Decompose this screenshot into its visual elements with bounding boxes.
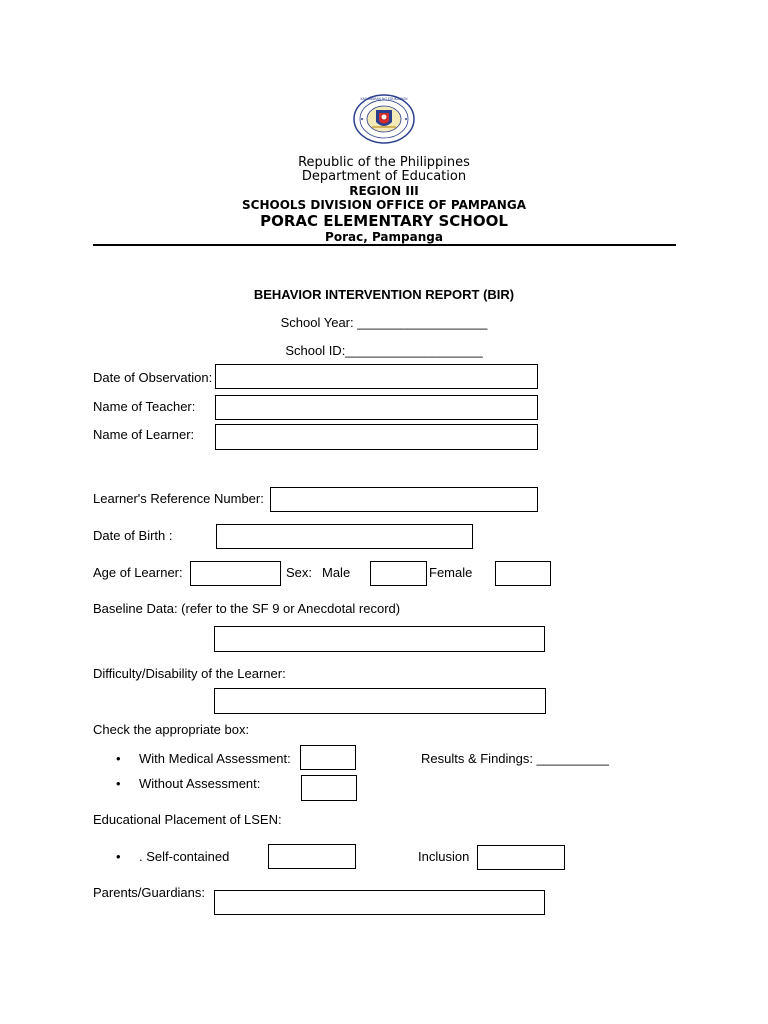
with-medical-label: With Medical Assessment: bbox=[139, 751, 291, 766]
name-of-teacher-input[interactable] bbox=[215, 395, 538, 420]
department-text: Department of Education bbox=[301, 169, 467, 184]
deped-seal-logo bbox=[352, 93, 416, 145]
svg-text:KAGAWARAN NG EDUKASYON: KAGAWARAN NG EDUKASYON bbox=[360, 97, 408, 101]
lrn-input[interactable] bbox=[270, 487, 538, 512]
results-findings-field: Results & Findings: __________ bbox=[421, 751, 609, 766]
school-id-field: School ID:___________________ bbox=[285, 343, 483, 358]
bullet-icon: • bbox=[116, 751, 121, 766]
town-text: Porac, Pampanga bbox=[325, 230, 443, 244]
date-of-birth-input[interactable] bbox=[216, 524, 473, 549]
inclusion-checkbox[interactable] bbox=[477, 845, 565, 870]
baseline-label: Baseline Data: (refer to the SF 9 or Anecdotal record) bbox=[93, 601, 401, 616]
difficulty-input[interactable] bbox=[214, 688, 546, 714]
difficulty-label: Difficulty/Disability of the Learner: bbox=[93, 666, 286, 681]
inclusion-label: Inclusion bbox=[418, 849, 470, 864]
male-checkbox[interactable] bbox=[370, 561, 427, 586]
female-checkbox[interactable] bbox=[495, 561, 551, 586]
form-title: BEHAVIOR INTERVENTION REPORT (BIR) bbox=[253, 287, 515, 302]
republic-text: Republic of the Philippines bbox=[298, 155, 470, 170]
header-divider bbox=[93, 244, 676, 246]
bullet-icon: • bbox=[116, 776, 121, 791]
self-contained-checkbox[interactable] bbox=[268, 844, 356, 869]
date-of-birth-label: Date of Birth : bbox=[93, 528, 173, 543]
placement-label: Educational Placement of LSEN: bbox=[93, 812, 282, 827]
division-text: SCHOOLS DIVISION OFFICE OF PAMPANGA bbox=[242, 198, 526, 212]
date-of-observation-label: Date of Observation: bbox=[93, 370, 213, 385]
school-year-field: School Year: __________________ bbox=[280, 315, 488, 330]
baseline-input[interactable] bbox=[214, 626, 545, 652]
lrn-label: Learner's Reference Number: bbox=[93, 491, 264, 506]
without-assessment-checkbox[interactable] bbox=[301, 775, 357, 801]
school-name: PORAC ELEMENTARY SCHOOL bbox=[260, 212, 508, 230]
without-assessment-label: Without Assessment: bbox=[139, 776, 261, 791]
bullet-icon: • bbox=[116, 849, 121, 864]
check-appropriate-label: Check the appropriate box: bbox=[93, 722, 250, 737]
with-medical-checkbox[interactable] bbox=[300, 745, 356, 770]
self-contained-label: . Self-contained bbox=[139, 849, 230, 864]
date-of-observation-input[interactable] bbox=[215, 364, 538, 389]
age-input[interactable] bbox=[190, 561, 281, 586]
name-of-teacher-label: Name of Teacher: bbox=[93, 399, 196, 414]
age-of-learner-label: Age of Learner: bbox=[93, 565, 183, 580]
region-text: REGION III bbox=[349, 184, 419, 198]
female-label: Female bbox=[429, 565, 473, 580]
male-label: Male bbox=[322, 565, 351, 580]
name-of-learner-label: Name of Learner: bbox=[93, 427, 195, 442]
sex-label: Sex: bbox=[286, 565, 313, 580]
parents-guardians-label: Parents/Guardians: bbox=[93, 885, 206, 900]
parents-guardians-input[interactable] bbox=[214, 890, 545, 915]
name-of-learner-input[interactable] bbox=[215, 424, 538, 450]
